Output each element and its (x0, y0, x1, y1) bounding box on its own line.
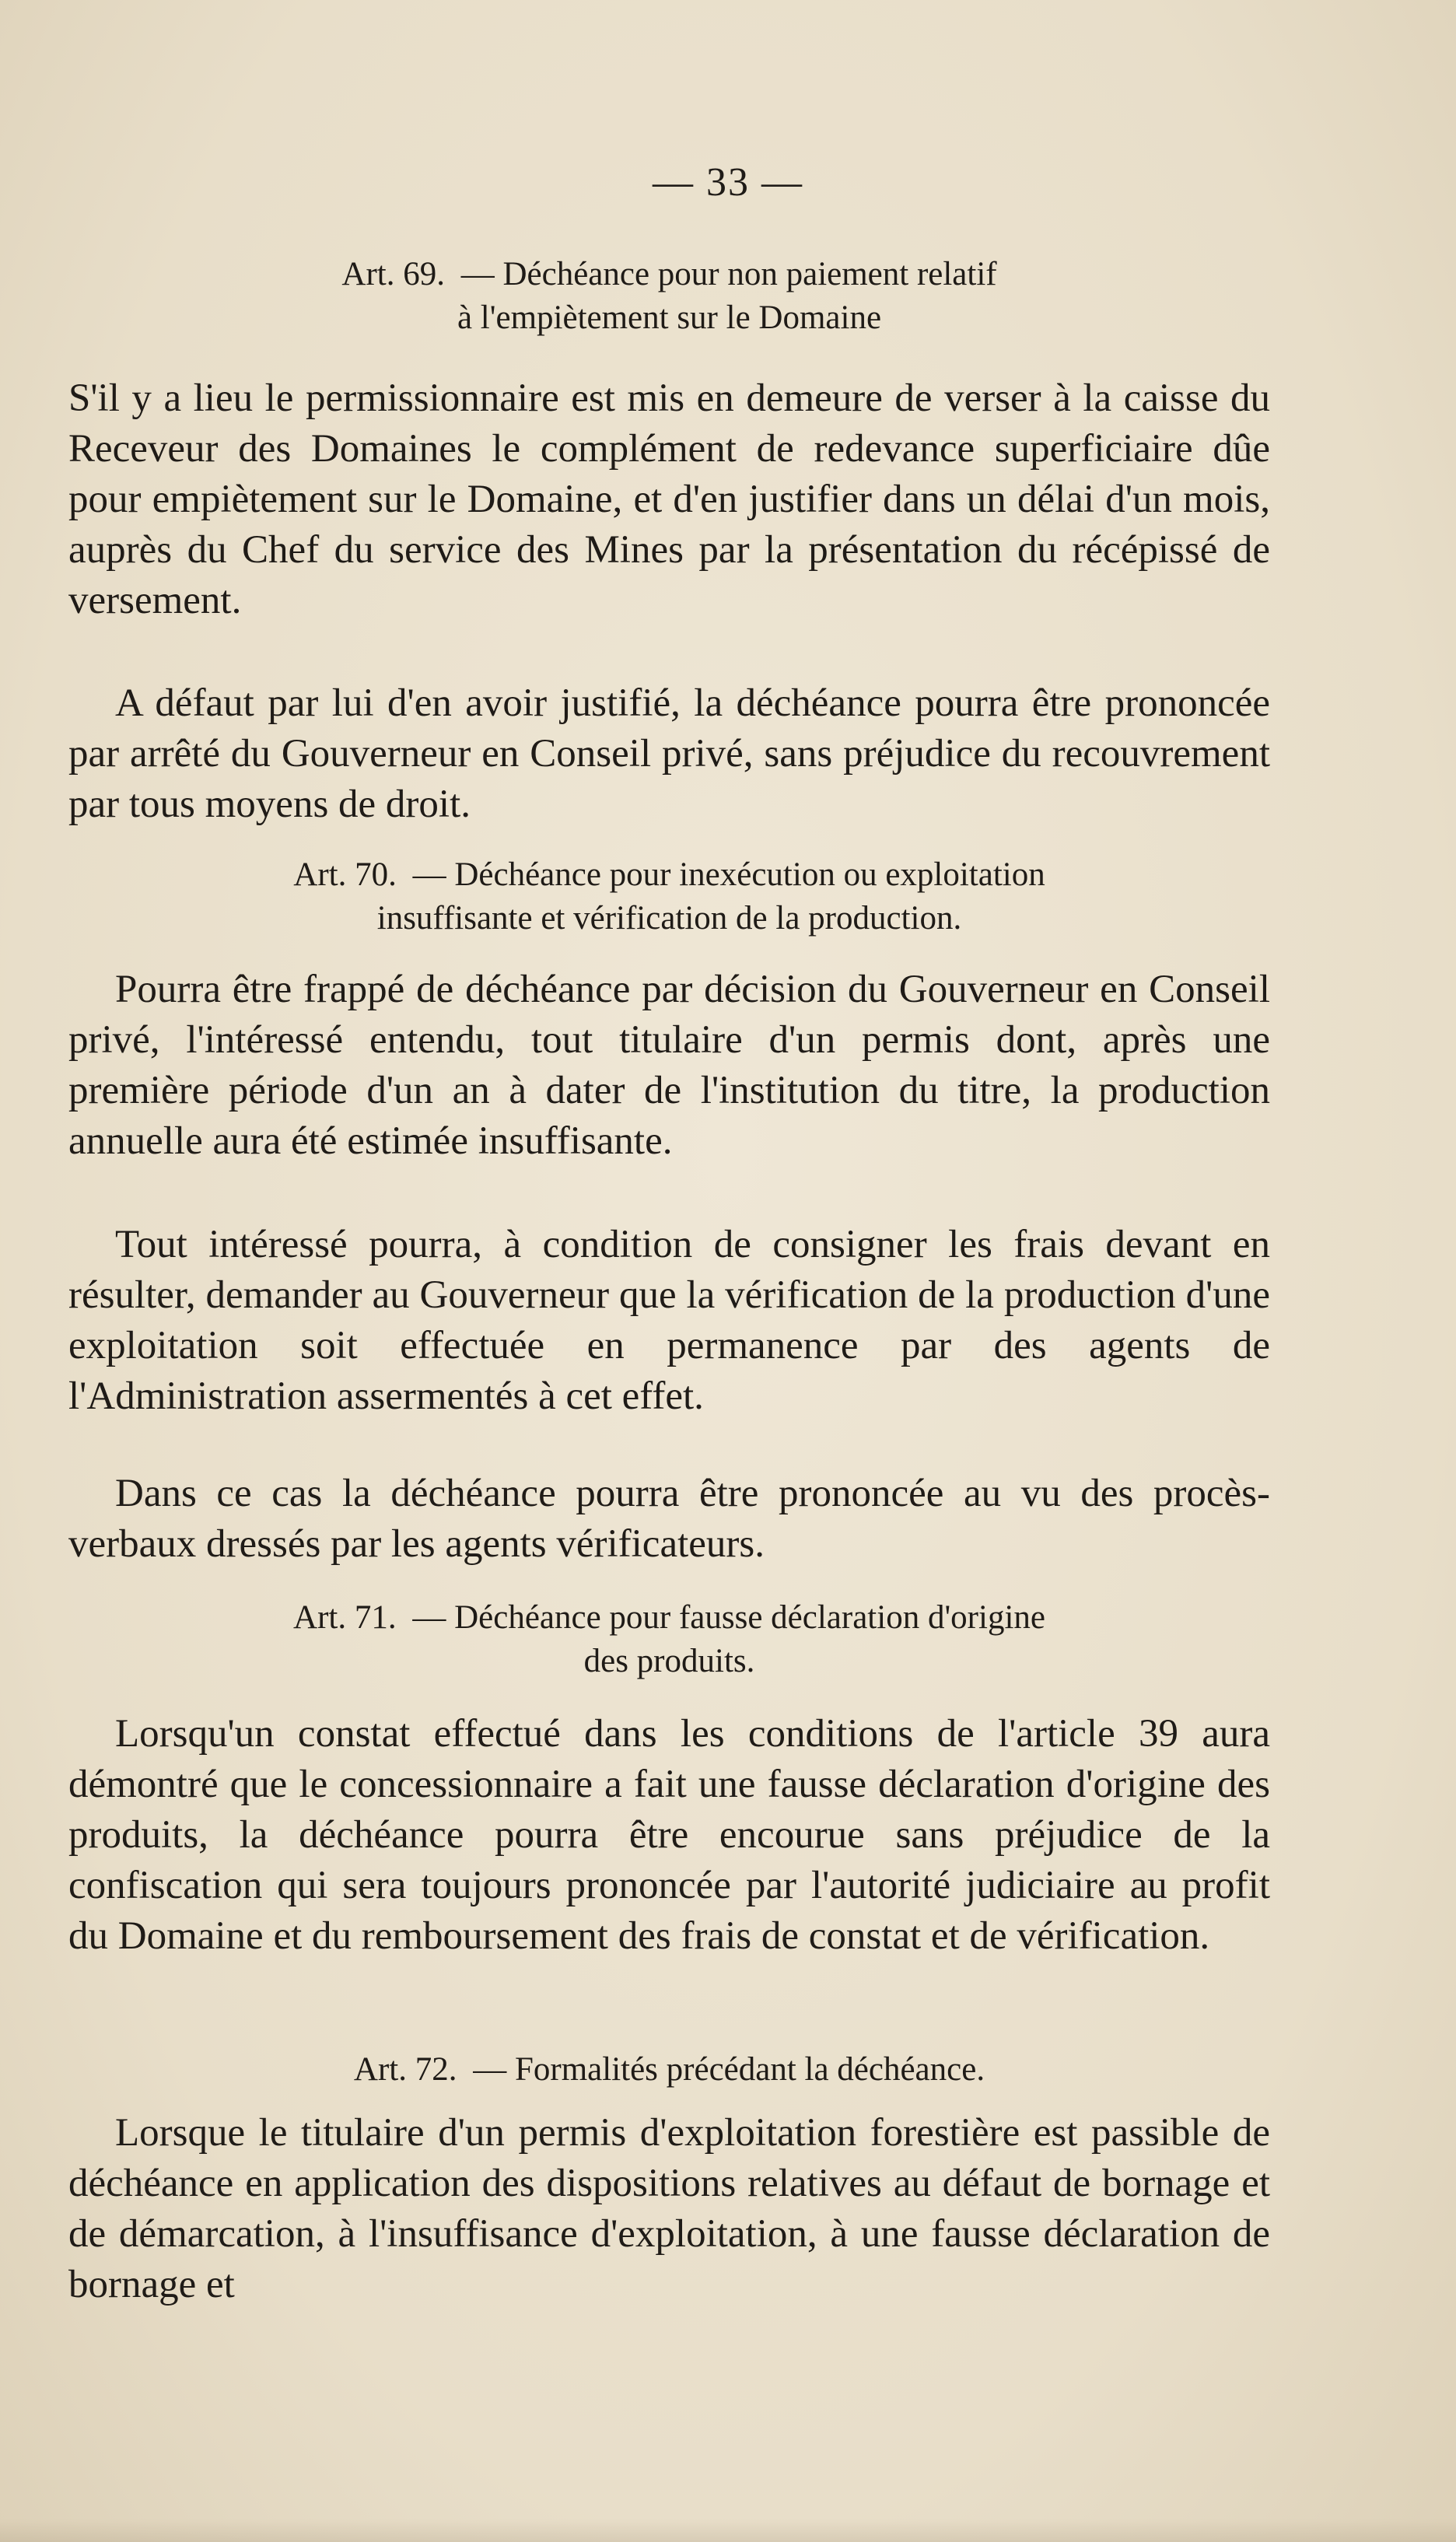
article-69-title-line1: — Déchéance pour non paiement relatif (460, 256, 997, 292)
article-70-paragraph-1: Pourra être frappé de déchéance par décision du Gouverneur en Conseil privé, l'intéressé entendu, tout titulaire d'un permis dont, après une première période d'un an à dater de l'institution du titre, la production annuelle aura été estimée insuffisante. (68, 968, 1270, 1163)
article-70-title-line2: insuffisante et vérification de la production. (376, 900, 962, 937)
article-72-heading (68, 2048, 1270, 2092)
article-69-label: Art. 69. (341, 256, 445, 292)
article-71-heading (68, 1596, 1270, 1683)
page-bottom-edge (0, 2519, 1456, 2542)
article-69-paragraph-1: S'il y a lieu le permissionnaire est mis en demeure de verser à la caisse du Receveur des Domaines le complément de redevance superficiaire dûe pour empiètement sur le Domaine, et d'en justifier dans un délai d'un mois, auprès du Chef du service des Mines par la présentation du récépissé de versement. (68, 376, 1270, 622)
article-71-title-line1: — Déchéance pour fausse déclaration d'origine (412, 1599, 1045, 1636)
article-69-heading (68, 253, 1270, 340)
article-72-label: Art. 72. (353, 2051, 457, 2088)
article-71-title-line2: des produits. (583, 1643, 755, 1679)
article-69-title-line2: à l'empiètement sur le Domaine (457, 299, 882, 336)
article-69-paragraph-2: A défaut par lui d'en avoir justifié, la déchéance pourra être prononcée par arrêté du Gouverneur en Conseil privé, sans préjudice du recouvrement par tous moyens de droit. (68, 681, 1270, 826)
article-72-title-line1: — Formalités précédant la déchéance. (473, 2051, 985, 2088)
article-70-label: Art. 70. (293, 856, 397, 893)
article-70-heading (68, 853, 1270, 940)
article-70-title-line1: — Déchéance pour inexécution ou exploitation (412, 856, 1045, 893)
article-71-label: Art. 71. (293, 1599, 397, 1636)
article-72-paragraph-1: Lorsque le titulaire d'un permis d'exploitation forestière est passible de déchéance en application des dispositions relatives au défaut de bornage et de démarcation, à l'insuffisance d'exploitation, à une fausse déclaration de bornage et (68, 2111, 1270, 2306)
article-71-paragraph-1: Lorsqu'un constat effectué dans les conditions de l'article 39 aura démontré que le concessionnaire a fait une fausse déclaration d'origine des produits, la déchéance pourra être encourue sans préjudice de la confiscation qui sera toujours prononcée par l'autorité judiciaire au profit du Domaine et du remboursement des frais de constat et de vérification. (68, 1712, 1270, 1958)
article-70-paragraph-2: Tout intéressé pourra, à condition de consigner les frais devant en résulter, demander au Gouverneur que la vérification de la production d'une exploitation soit effectuée en permanence par des agents de l'Administration assermentés à cet effet. (68, 1223, 1270, 1418)
page-number: — 33 — (653, 160, 803, 205)
article-70-paragraph-3: Dans ce cas la déchéance pourra être prononcée au vu des procès-verbaux dressés par les agents vérificateurs. (68, 1472, 1270, 1566)
